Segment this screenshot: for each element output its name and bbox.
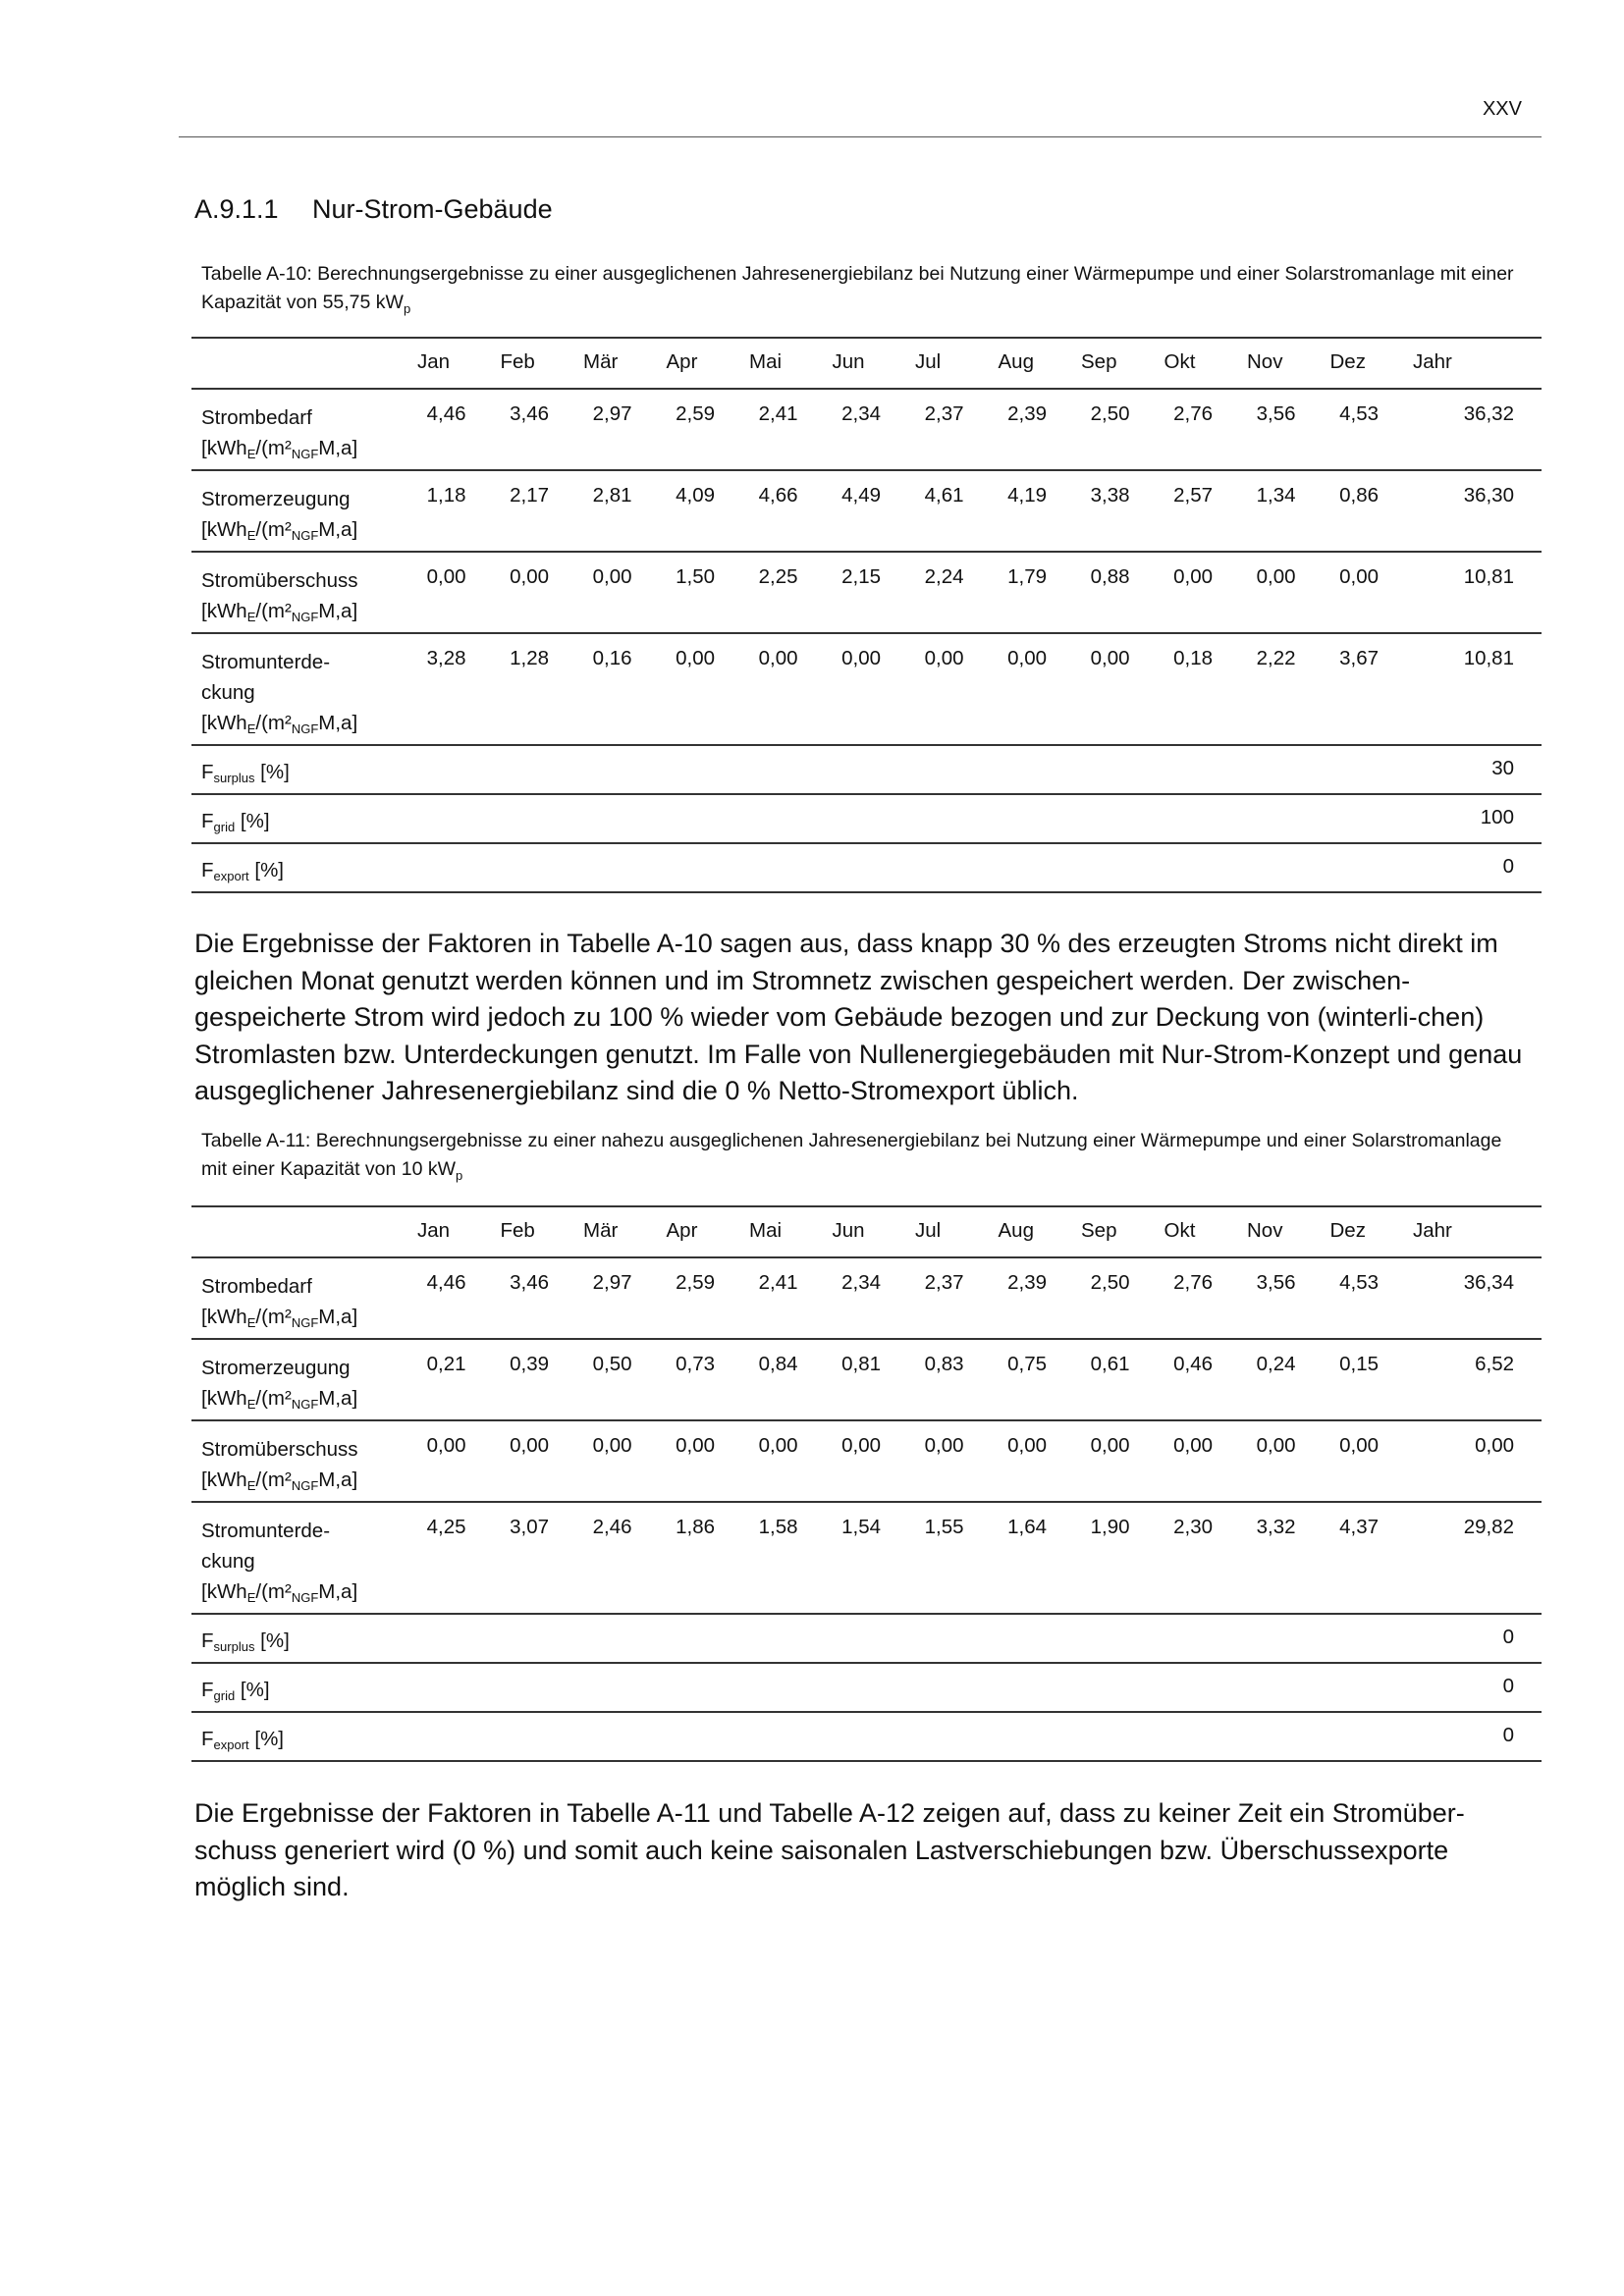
month-value: 0,00 <box>758 1434 798 1457</box>
table-a10 <box>191 337 1542 893</box>
month-value: 0,16 <box>592 647 632 669</box>
table-row <box>191 633 1542 745</box>
row-label <box>191 1502 407 1614</box>
header-month: Apr <box>666 1219 698 1242</box>
month-value: 2,41 <box>758 402 798 425</box>
table-row <box>191 1257 1542 1339</box>
table-row <box>191 1420 1542 1502</box>
header-month: Mai <box>749 350 783 373</box>
month-value: 2,37 <box>924 1271 964 1294</box>
row-unit: [$kWh_E/(m^2_{NGF}M,a]$ <box>201 1468 358 1493</box>
month-value: 1,58 <box>758 1516 798 1538</box>
factor-value: 30 <box>1491 757 1514 779</box>
month-value: 3,32 <box>1256 1516 1296 1538</box>
header-month: Jan <box>417 350 451 373</box>
header-month: Okt <box>1164 1219 1196 1242</box>
month-value: 0,86 <box>1339 484 1379 507</box>
month-value: 2,81 <box>592 484 632 507</box>
factor-label: $F_{export}$ [%] <box>201 859 284 883</box>
month-value: 3,46 <box>510 402 549 425</box>
table-row <box>191 552 1542 633</box>
month-value: 0,46 <box>1173 1353 1213 1375</box>
month-value: 1,79 <box>1007 565 1047 588</box>
header-month: Jul <box>915 350 942 373</box>
month-value: 0,00 <box>924 1434 964 1457</box>
table-caption-a10 <box>201 260 1517 323</box>
month-value: 4,49 <box>841 484 881 507</box>
month-value: 0,88 <box>1090 565 1130 588</box>
month-value: 0,00 <box>841 647 881 669</box>
caption-subscript: p <box>456 1167 463 1183</box>
row-label-text: Stromerzeugung <box>201 1357 351 1379</box>
month-value: 1,54 <box>841 1516 881 1538</box>
month-value: 2,97 <box>592 1271 632 1294</box>
header-month: Dez <box>1329 350 1366 373</box>
month-value: 0,00 <box>1173 565 1213 588</box>
row-unit: [$kWh_E/(m^2_{NGF}M,a]$ <box>201 600 358 624</box>
month-value: 1,18 <box>426 484 466 507</box>
body-paragraph-1: Die Ergebnisse der Faktoren in Tabelle A-10 sagen aus, dass knapp 30 % des erzeugten Stroms nicht direkt im gleichen Monat genutzt werden können und im Stromnetz zwischen gespeichert werden. Der zwischen-gespeicherte Strom wird jedoch zu 100 % wieder vom Gebäude bezogen und zur Deckung von (winterli-chen) Stromlasten bzw. Unterdeckungen genutzt. Im Falle von Nullenergiegebäuden mit Nur-Strom-Konzept und genau ausgeglichener Jahresenergiebilanz sind die 0 % Netto-Stromexport üblich. <box>194 929 1523 1105</box>
month-value: 4,37 <box>1339 1516 1379 1538</box>
row-unit: [$kWh_E/(m^2_{NGF}M,a]$ <box>201 1387 358 1412</box>
header-empty <box>191 1206 407 1257</box>
section-number: A.9.1.1 <box>194 194 279 224</box>
month-value: 0,00 <box>676 647 715 669</box>
month-value: 0,24 <box>1256 1353 1296 1375</box>
header-month: Feb <box>500 1219 535 1242</box>
month-value: 4,53 <box>1339 402 1379 425</box>
month-value: 3,67 <box>1339 647 1379 669</box>
row-label <box>191 1257 407 1339</box>
factor-value: 100 <box>1480 806 1514 828</box>
month-value: 0,00 <box>592 1434 632 1457</box>
year-value: 29,82 <box>1463 1516 1514 1538</box>
factor-row <box>191 745 1542 794</box>
month-value: 4,46 <box>426 402 466 425</box>
month-value: 2,39 <box>1007 1271 1047 1294</box>
row-unit: [$kWh_E/(m^2_{NGF}M,a]$ <box>201 712 358 736</box>
month-value: 2,30 <box>1173 1516 1213 1538</box>
factor-row <box>191 1712 1542 1761</box>
row-label-text: Stromunterde- ckung <box>201 651 331 704</box>
month-value: 4,61 <box>924 484 964 507</box>
row-label <box>191 470 407 552</box>
header-month: Sep <box>1081 1219 1117 1242</box>
caption-subscript: p <box>403 300 411 316</box>
factor-value: 0 <box>1502 1626 1514 1648</box>
header-month: Jun <box>832 350 865 373</box>
body-paragraph-2: Die Ergebnisse der Faktoren in Tabelle A-11 und Tabelle A-12 zeigen auf, dass zu keiner Zeit ein Stromüber-schuss generiert wird (0 %) und somit auch keine saisonalen Lastverschiebungen bzw. Überschussexporte möglich sind. <box>194 1798 1465 1901</box>
table-row <box>191 1502 1542 1614</box>
month-value: 0,00 <box>510 565 549 588</box>
month-value: 0,61 <box>1090 1353 1130 1375</box>
header-row <box>191 338 1542 389</box>
row-label <box>191 389 407 470</box>
month-value: 0,21 <box>426 1353 466 1375</box>
month-value: 1,55 <box>924 1516 964 1538</box>
month-value: 0,75 <box>1007 1353 1047 1375</box>
row-label-text: Strombedarf <box>201 1275 312 1298</box>
header-month: Dez <box>1329 1219 1366 1242</box>
month-value: 0,00 <box>676 1434 715 1457</box>
month-value: 3,56 <box>1256 1271 1296 1294</box>
month-value: 1,86 <box>676 1516 715 1538</box>
row-label-text: Stromerzeugung <box>201 488 351 510</box>
month-value: 0,50 <box>592 1353 632 1375</box>
row-label <box>191 552 407 633</box>
table-caption-a11 <box>201 1127 1517 1190</box>
month-value: 2,15 <box>841 565 881 588</box>
month-value: 0,00 <box>1007 1434 1047 1457</box>
year-value: 10,81 <box>1463 647 1514 669</box>
header-rule <box>179 136 1542 137</box>
factor-label: $F_{export}$ [%] <box>201 1728 284 1752</box>
month-value: 2,22 <box>1256 647 1296 669</box>
month-value: 0,00 <box>924 647 964 669</box>
month-value: 2,17 <box>510 484 549 507</box>
month-value: 3,07 <box>510 1516 549 1538</box>
header-month: Jul <box>915 1219 942 1242</box>
month-value: 0,00 <box>592 565 632 588</box>
table-row <box>191 1339 1542 1420</box>
month-value: 2,34 <box>841 1271 881 1294</box>
month-value: 0,00 <box>1256 1434 1296 1457</box>
header-month: Sep <box>1081 350 1117 373</box>
row-unit: [$kWh_E/(m^2_{NGF}M,a]$ <box>201 1580 358 1605</box>
year-value: 36,32 <box>1463 402 1514 425</box>
month-value: 2,24 <box>924 565 964 588</box>
month-value: 2,59 <box>676 1271 715 1294</box>
factor-label: $F_{surplus}$ [%] <box>201 761 290 785</box>
month-value: 2,76 <box>1173 402 1213 425</box>
caption-text: Tabelle A-10: Berechnungsergebnisse zu einer ausgeglichenen Jahresenergiebilanz bei Nutzung einer Wärmepumpe und einer Solarstromanlage mit einer Kapazität von 55,75 kW <box>201 263 1514 313</box>
month-value: 2,34 <box>841 402 881 425</box>
factor-label: $F_{surplus}$ [%] <box>201 1629 290 1654</box>
factor-row <box>191 1663 1542 1712</box>
month-value: 2,50 <box>1090 402 1130 425</box>
month-value: 2,25 <box>758 565 798 588</box>
row-label <box>191 633 407 745</box>
year-value: 6,52 <box>1475 1353 1514 1375</box>
month-value: 0,00 <box>426 1434 466 1457</box>
header-month: Feb <box>500 350 535 373</box>
month-value: 4,46 <box>426 1271 466 1294</box>
month-value: 2,57 <box>1173 484 1213 507</box>
header-month: Okt <box>1164 350 1196 373</box>
month-value: 3,56 <box>1256 402 1296 425</box>
year-value: 36,34 <box>1463 1271 1514 1294</box>
header-month: Jan <box>417 1219 451 1242</box>
month-value: 4,09 <box>676 484 715 507</box>
month-value: 0,39 <box>510 1353 549 1375</box>
month-value: 2,97 <box>592 402 632 425</box>
month-value: 0,84 <box>758 1353 798 1375</box>
factor-label: $F_{grid}$ [%] <box>201 810 270 834</box>
header-month: Aug <box>998 1219 1034 1242</box>
month-value: 0,00 <box>758 647 798 669</box>
month-value: 2,41 <box>758 1271 798 1294</box>
table-row <box>191 470 1542 552</box>
month-value: 1,50 <box>676 565 715 588</box>
table-row <box>191 389 1542 470</box>
month-value: 0,00 <box>1339 565 1379 588</box>
month-value: 2,50 <box>1090 1271 1130 1294</box>
header-month: Mär <box>583 350 619 373</box>
month-value: 0,00 <box>426 565 466 588</box>
month-value: 4,53 <box>1339 1271 1379 1294</box>
month-value: 0,83 <box>924 1353 964 1375</box>
month-value: 0,00 <box>510 1434 549 1457</box>
year-value: 36,30 <box>1463 484 1514 507</box>
month-value: 1,28 <box>510 647 549 669</box>
month-value: 3,28 <box>426 647 466 669</box>
factor-row <box>191 843 1542 892</box>
month-value: 0,73 <box>676 1353 715 1375</box>
section-heading <box>194 194 553 225</box>
month-value: 2,46 <box>592 1516 632 1538</box>
factor-value: 0 <box>1502 855 1514 878</box>
month-value: 2,37 <box>924 402 964 425</box>
year-value: 0,00 <box>1475 1434 1514 1457</box>
header-month: Jun <box>832 1219 865 1242</box>
table-a11 <box>191 1205 1542 1762</box>
month-value: 0,81 <box>841 1353 881 1375</box>
header-year: Jahr <box>1413 350 1452 373</box>
month-value: 1,34 <box>1256 484 1296 507</box>
month-value: 2,39 <box>1007 402 1047 425</box>
month-value: 0,18 <box>1173 647 1213 669</box>
page-number: XXV <box>1482 98 1522 120</box>
row-label <box>191 1339 407 1420</box>
row-unit: [$kWh_E/(m^2_{NGF}M,a]$ <box>201 1306 358 1330</box>
row-unit: [$kWh_E/(m^2_{NGF}M,a]$ <box>201 437 358 461</box>
month-value: 1,64 <box>1007 1516 1047 1538</box>
factor-value: 0 <box>1502 1675 1514 1697</box>
year-value: 10,81 <box>1463 565 1514 588</box>
factor-label: $F_{grid}$ [%] <box>201 1679 270 1703</box>
month-value: 4,19 <box>1007 484 1047 507</box>
month-value: 0,15 <box>1339 1353 1379 1375</box>
row-label-text: Stromüberschuss <box>201 569 358 592</box>
header-month: Nov <box>1247 1219 1283 1242</box>
month-value: 4,25 <box>426 1516 466 1538</box>
month-value: 3,38 <box>1090 484 1130 507</box>
month-value: 0,00 <box>841 1434 881 1457</box>
factor-value: 0 <box>1502 1724 1514 1746</box>
header-year: Jahr <box>1413 1219 1452 1242</box>
month-value: 0,00 <box>1090 647 1130 669</box>
row-label <box>191 1420 407 1502</box>
header-month: Mai <box>749 1219 783 1242</box>
row-label-text: Stromunterde- ckung <box>201 1520 331 1573</box>
month-value: 2,59 <box>676 402 715 425</box>
month-value: 1,90 <box>1090 1516 1130 1538</box>
month-value: 2,76 <box>1173 1271 1213 1294</box>
factor-row <box>191 794 1542 843</box>
factor-row <box>191 1614 1542 1663</box>
month-value: 0,00 <box>1090 1434 1130 1457</box>
row-label-text: Strombedarf <box>201 406 312 429</box>
month-value: 4,66 <box>758 484 798 507</box>
header-row <box>191 1206 1542 1257</box>
header-empty <box>191 338 407 389</box>
caption-text: Tabelle A-11: Berechnungsergebnisse zu einer nahezu ausgeglichenen Jahresenergiebilanz bei Nutzung einer Wärmepumpe und einer Solarstromanlage mit einer Kapazität von 10 kW <box>201 1130 1502 1180</box>
month-value: 0,00 <box>1256 565 1296 588</box>
header-month: Apr <box>666 350 698 373</box>
header-month: Mär <box>583 1219 619 1242</box>
month-value: 3,46 <box>510 1271 549 1294</box>
month-value: 0,00 <box>1339 1434 1379 1457</box>
header-month: Nov <box>1247 350 1283 373</box>
month-value: 0,00 <box>1007 647 1047 669</box>
section-title: Nur-Strom-Gebäude <box>312 194 553 224</box>
row-unit: [$kWh_E/(m^2_{NGF}M,a]$ <box>201 518 358 543</box>
header-month: Aug <box>998 350 1034 373</box>
row-label-text: Stromüberschuss <box>201 1438 358 1461</box>
month-value: 0,00 <box>1173 1434 1213 1457</box>
